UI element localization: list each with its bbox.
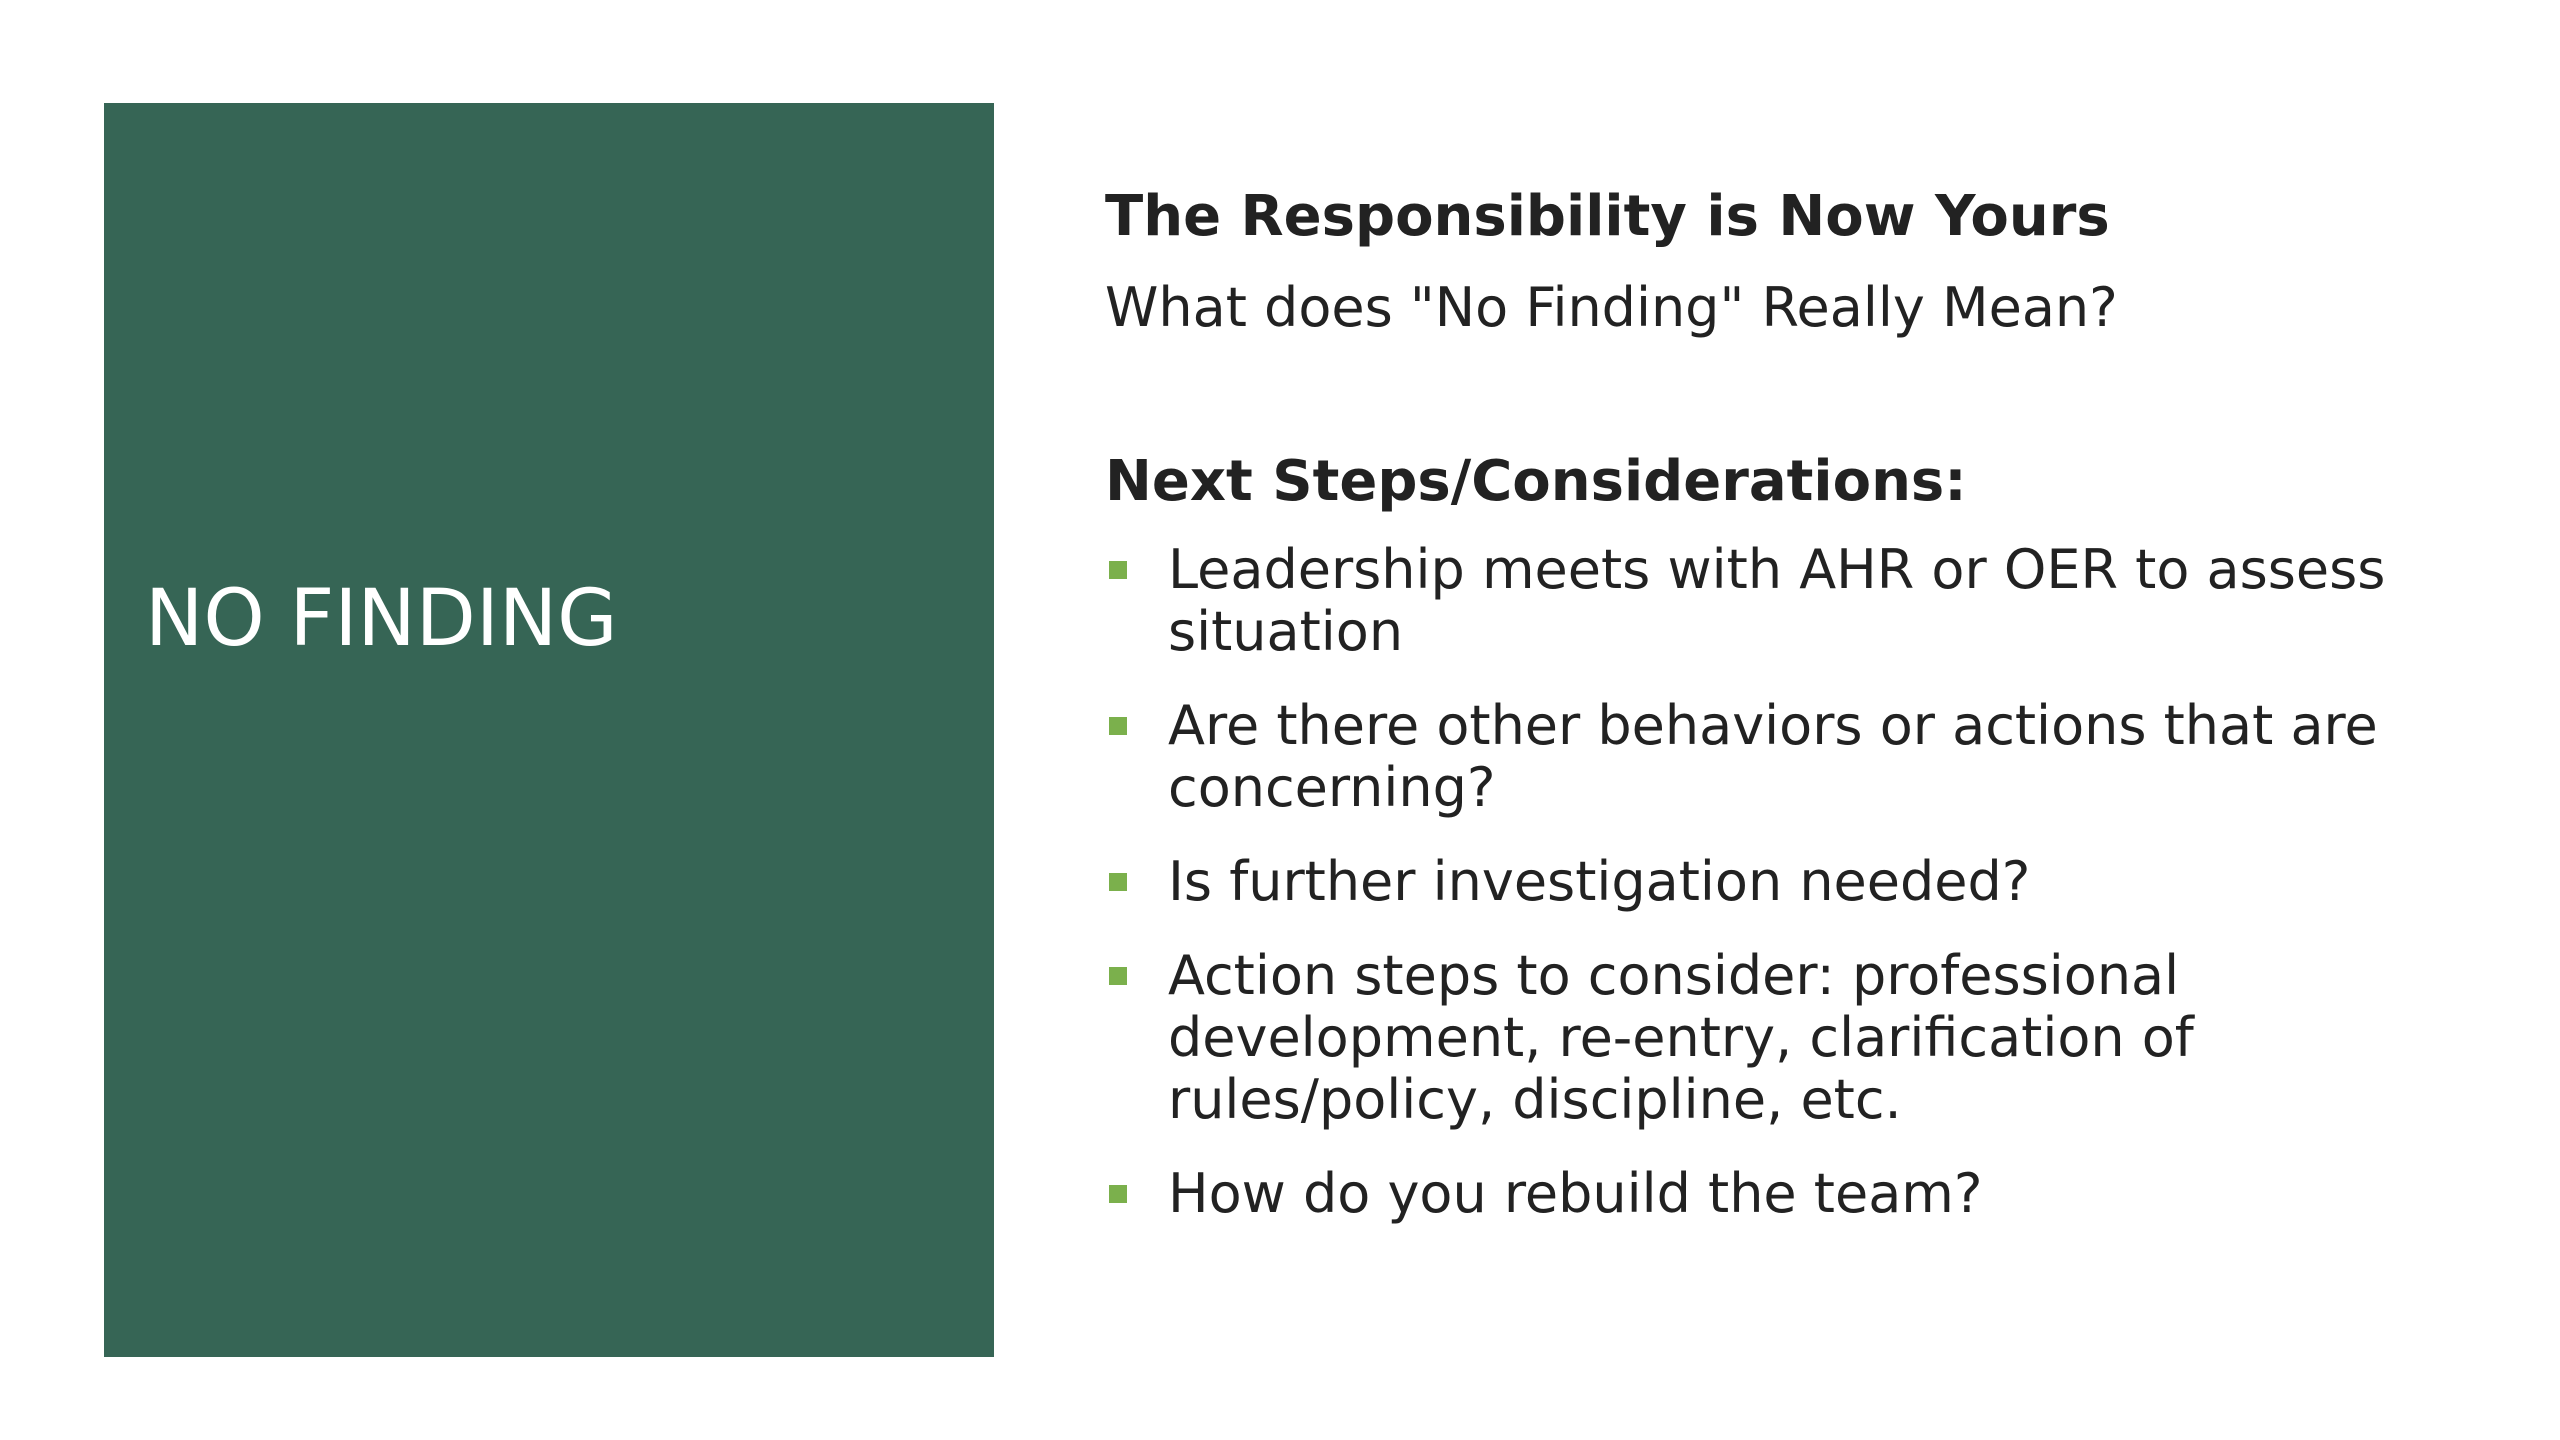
list-item-text: Are there other behaviors or actions that are concerning? — [1168, 693, 2378, 819]
list-item — [1105, 851, 2485, 913]
next-steps-title: Next Steps/Considerations: — [1105, 448, 1967, 514]
list-item-text: How do you rebuild the team? — [1168, 1162, 1983, 1226]
list-item-text: Is further investigation needed? — [1168, 849, 2031, 913]
list-item — [1105, 1163, 2485, 1225]
square-bullet-icon — [1109, 1185, 1127, 1203]
square-bullet-icon — [1109, 873, 1127, 891]
list-item-text: Action steps to consider: professional development, re-entry, clarification of rules/policy, discipline, etc. — [1168, 943, 2194, 1132]
square-bullet-icon — [1109, 561, 1127, 579]
no-finding-question: What does "No Finding" Really Mean? — [1105, 276, 2118, 339]
panel-title: NO FINDING — [145, 574, 618, 664]
content-area — [1105, 182, 2485, 1257]
title-panel — [104, 103, 994, 1357]
square-bullet-icon — [1109, 967, 1127, 985]
considerations-list — [1105, 539, 2485, 1226]
list-item — [1105, 539, 2485, 663]
list-item-text: Leadership meets with AHR or OER to assess situation — [1168, 537, 2386, 663]
list-item — [1105, 945, 2485, 1131]
responsibility-heading: The Responsibility is Now Yours — [1105, 184, 2110, 249]
list-item — [1105, 695, 2485, 819]
square-bullet-icon — [1109, 717, 1127, 735]
